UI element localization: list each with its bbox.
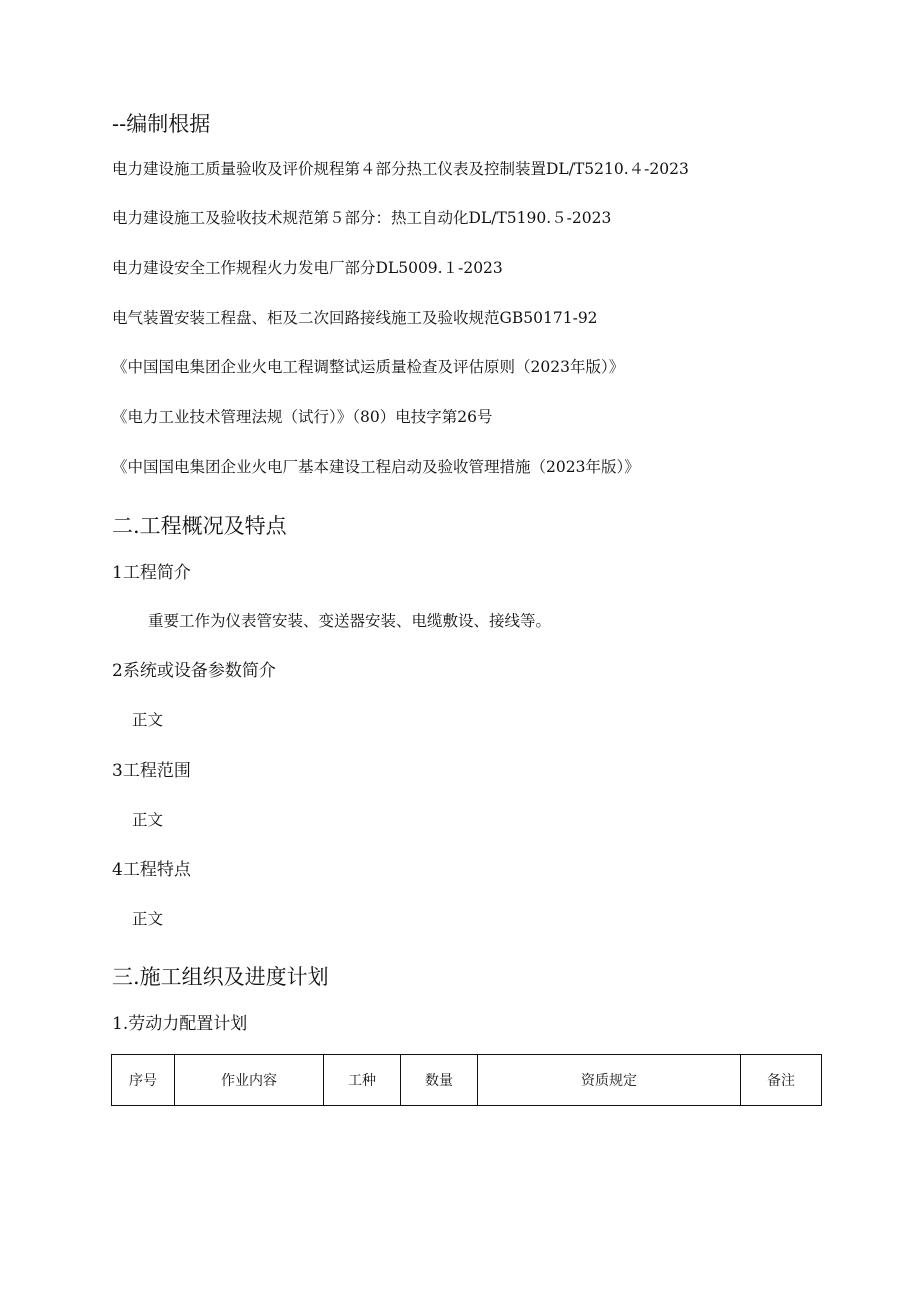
section-title-overview: 二.工程概况及特点 bbox=[112, 514, 287, 538]
subsection-title: 1工程简介 bbox=[112, 563, 191, 583]
reference-item: 《中国国电集团企业火电厂基本建设工程启动及验收管理措施（2023年版）》 bbox=[112, 458, 640, 476]
subsection-title: 1.劳动力配置计划 bbox=[112, 1014, 248, 1034]
reference-item: 电气装置安装工程盘、柜及二次回路接线施工及验收规范GB50171-92 bbox=[112, 309, 598, 327]
subsection-title: 3工程范围 bbox=[112, 761, 191, 781]
table-header-cell: 工种 bbox=[324, 1055, 401, 1106]
section-title-basis: --编制根据 bbox=[112, 112, 211, 136]
section-title-schedule: 三.施工组织及进度计划 bbox=[112, 965, 329, 989]
reference-item: 电力建设施工质量验收及评价规程第４部分热工仪表及控制装置DL/T5210.４-2023 bbox=[112, 160, 689, 178]
reference-item: 电力建设安全工作规程火力发电厂部分DL5009.１-2023 bbox=[112, 259, 503, 277]
table-header-cell: 序号 bbox=[112, 1055, 175, 1106]
subsection-title: 2系统或设备参数简介 bbox=[112, 661, 276, 681]
reference-item: 《中国国电集团企业火电工程调整试运质量检查及评估原则（2023年版）》 bbox=[112, 358, 625, 376]
table-header-cell: 数量 bbox=[401, 1055, 478, 1106]
table-header-cell: 作业内容 bbox=[175, 1055, 324, 1106]
table-header-cell: 备注 bbox=[741, 1055, 822, 1106]
body-paragraph: 正文 bbox=[132, 910, 164, 928]
subsection-title: 4工程特点 bbox=[112, 860, 191, 880]
labor-plan-table bbox=[111, 1054, 821, 1106]
table-header-row bbox=[112, 1055, 822, 1106]
reference-item: 电力建设施工及验收技术规范第５部分：热工自动化DL/T5190.５-2023 bbox=[112, 209, 612, 227]
body-paragraph: 正文 bbox=[132, 811, 164, 829]
body-paragraph: 重要工作为仪表管安装、变送器安装、电缆敷设、接线等。 bbox=[148, 612, 552, 630]
reference-item: 《电力工业技术管理法规（试行）》（80）电技字第26号 bbox=[112, 408, 493, 426]
table-header-cell: 资质规定 bbox=[478, 1055, 741, 1106]
body-paragraph: 正文 bbox=[132, 711, 164, 729]
